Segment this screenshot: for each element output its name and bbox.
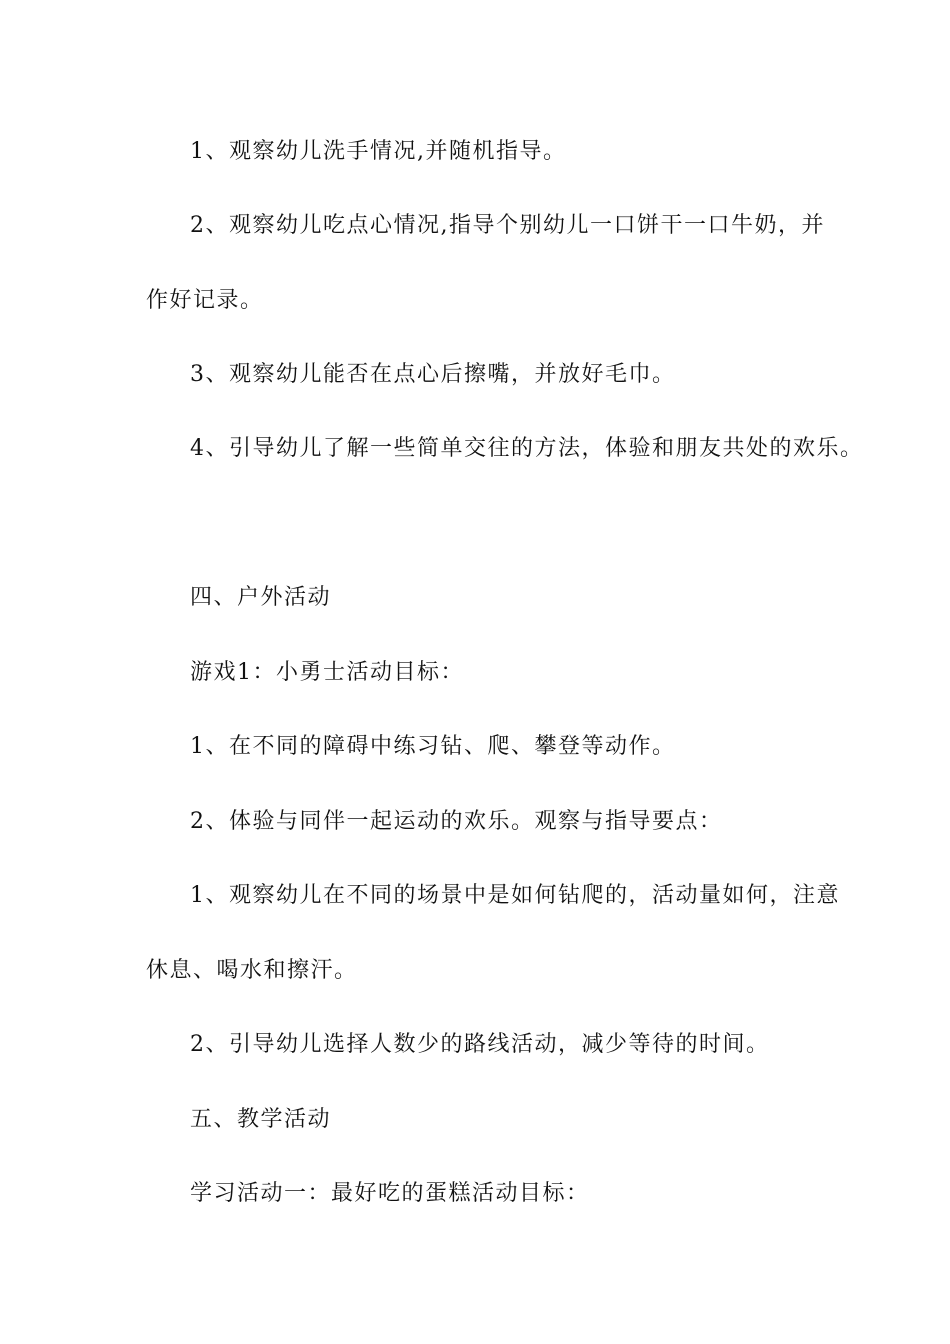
paragraph-line: 2、观察幼儿吃点心情况,指导个别幼儿一口饼干一口牛奶，并 [190,213,825,238]
paragraph-line: 学习活动一：最好吃的蛋糕活动目标： [190,1181,590,1206]
paragraph-line: 3、观察幼儿能否在点心后擦嘴，并放好毛巾。 [190,362,676,387]
paragraph-line-continued: 作好记录。 [146,288,264,313]
paragraph-line: 1、观察幼儿在不同的场景中是如何钻爬的，活动量如何，注意 [190,883,840,908]
paragraph-line: 2、体验与同伴一起运动的欢乐。观察与指导要点： [190,809,723,834]
paragraph-line: 2、引导幼儿选择人数少的路线活动，减少等待的时间。 [190,1032,770,1057]
paragraph-line-continued: 休息、喝水和擦汗。 [146,958,358,983]
section-heading: 四、户外活动 [190,585,332,610]
paragraph-line: 游戏1：小勇士活动目标： [190,660,464,685]
paragraph-line: 1、在不同的障碍中练习钻、爬、攀登等动作。 [190,734,676,759]
paragraph-line: 1、观察幼儿洗手情况,并随机指导。 [190,139,567,164]
section-heading: 五、教学活动 [190,1107,332,1132]
paragraph-line: 4、引导幼儿了解一些简单交往的方法，体验和朋友共处的欢乐。 [190,436,864,461]
